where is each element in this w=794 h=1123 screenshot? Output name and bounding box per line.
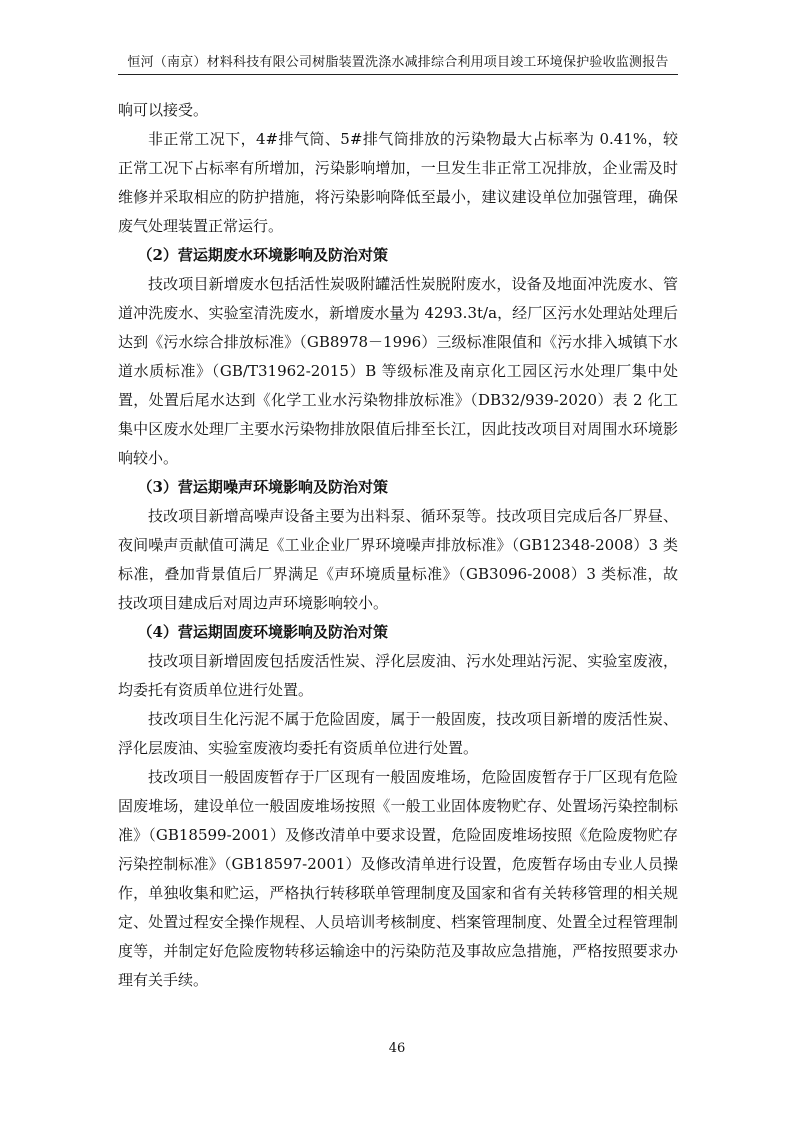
- paragraph-continuation: 响可以接受。: [118, 101, 209, 119]
- section-heading-wastewater: （2）营运期废水环境影响及防治对策: [137, 246, 388, 264]
- document-body: [118, 96, 678, 995]
- paragraph-sludge: 技改项目生化污泥不属于危险固废，属于一般固废，技改项目新增的废活性炭、浮化层废油、实验室废液均委托有资质单位进行处置。: [118, 710, 678, 757]
- paragraph-solid-waste-types: 技改项目新增固废包括废活性炭、浮化层废油、污水处理站污泥、实验室废液，均委托有资质单位进行处置。: [118, 652, 678, 699]
- page-number: 46: [388, 1041, 406, 1056]
- paragraph-wastewater: 技改项目新增废水包括活性炭吸附罐活性炭脱附废水，设备及地面冲洗废水、管道冲洗废水、实验室清洗废水，新增废水量为 4293.3t/a，经厂区污水处理站处理后达到《污水综合排放标准》（GB8978－1996）三级标准限值和《污水排入城镇下水道水质标准》（GB/T31962-2015）B 等级标准及南京化工园区污水处理厂集中处置，处置后尾水达到《化学工业水污染物排放标准》（DB32/939-2020）表 2 化工集中区废水处理厂主要水污染物排放限值后排至长江，因此技改项目对周围水环境影响较小。: [118, 275, 678, 467]
- paragraph-noise: 技改项目新增高噪声设备主要为出料泵、循环泵等。技改项目完成后各厂界昼、夜间噪声贡献值可满足《工业企业厂界环境噪声排放标准》（GB12348-2008）3 类标准，叠加背景值后厂界满足《声环境质量标准》（GB3096-2008）3 类标准，故技改项目建成后对周边声环境影响较小。: [118, 507, 678, 612]
- running-header: 恒河（南京）材料科技有限公司树脂装置洗涤水减排综合利用项目竣工环境保护验收监测报告: [127, 55, 669, 70]
- section-heading-solid-waste: （4）营运期固废环境影响及防治对策: [137, 623, 388, 641]
- paragraph-abnormal-conditions: 非正常工况下，4#排气筒、5#排气筒排放的污染物最大占标率为 0.41%，较正常工况下占标率有所增加，污染影响增加，一旦发生非正常工况排放，企业需及时维修并采取相应的防护措施，将污染影响降低至最小，建议建设单位加强管理，确保废气处理装置正常运行。: [118, 130, 678, 235]
- paragraph-waste-storage: 技改项目一般固废暂存于厂区现有一般固废堆场，危险固废暂存于厂区现有危险固废堆场，建设单位一般固废堆场按照《一般工业固体废物贮存、处置场污染控制标准》（GB18599-2001）及修改清单中要求设置，危险固废堆场按照《危险废物贮存污染控制标准》（GB18597-2001）及修改清单进行设置，危废暂存场由专业人员操作，单独收集和贮运，严格执行转移联单管理制度及国家和省有关转移管理的相关规定、处置过程安全操作规程、人员培训考核制度、档案管理制度、处置全过程管理制度等，并制定好危险废物转移运输途中的污染防范及事故应急措施，严格按照要求办理有关手续。: [118, 768, 678, 989]
- header-divider: [118, 74, 678, 75]
- section-heading-noise: （3）营运期噪声环境影响及防治对策: [137, 478, 388, 496]
